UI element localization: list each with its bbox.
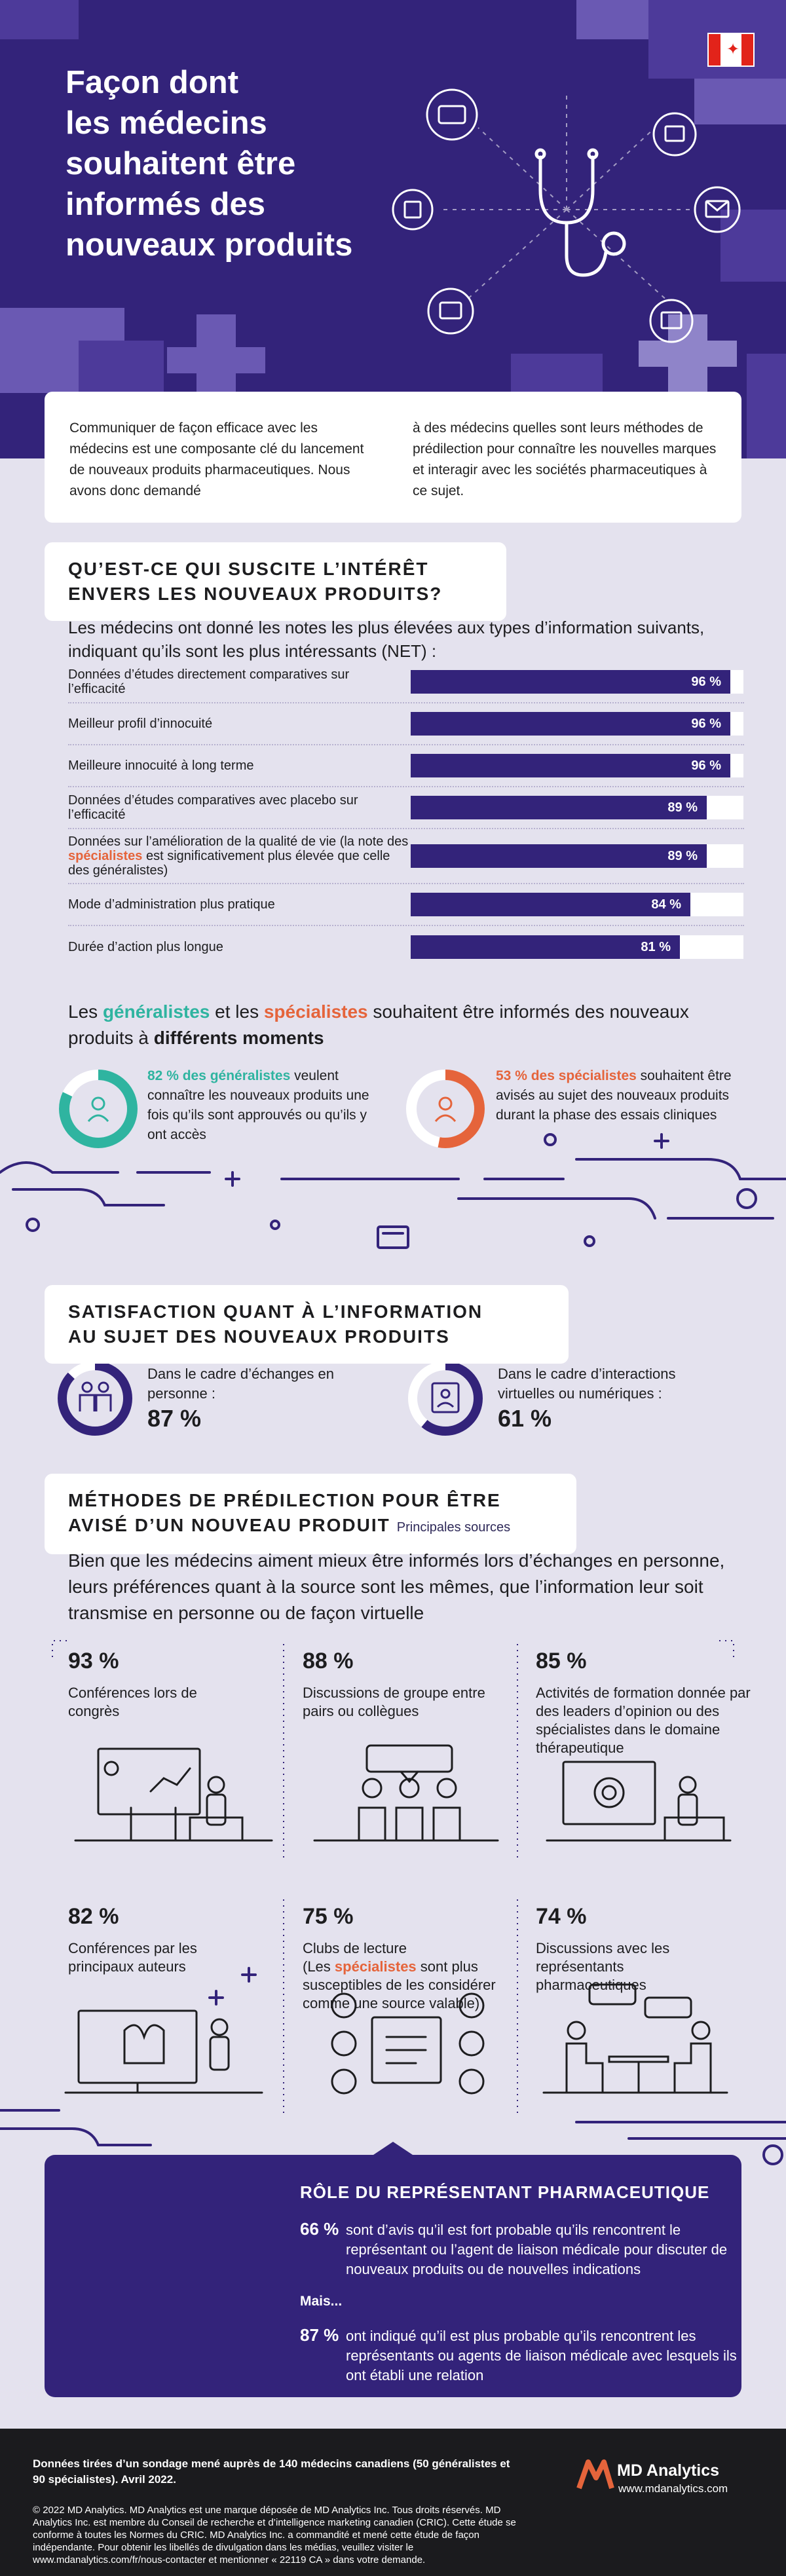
role-mais: Mais...: [300, 2294, 343, 2309]
method-item: 82 % Conférences par les principaux auteurs: [68, 1904, 197, 1975]
bar-value: 96 %: [691, 758, 721, 773]
timing-lead: Les généralistes et les spécialistes souhaitent être informés des nouveaux produits à différents moments: [68, 1001, 689, 1048]
method-item: 75 % Clubs de lecture (Les spécialistes sont plus susceptibles de les considérer comme une source valable): [303, 1904, 496, 2011]
bar-value: 84 %: [651, 897, 681, 912]
pharma-rep-role-panel: [45, 2155, 741, 2397]
method-item: 74 % Discussions avec les représentants pharmaceutiques: [536, 1904, 670, 1993]
page-title: Façon dont les médecins souhaitent être informés des nouveaux produits: [66, 65, 353, 263]
donut-virtual: [413, 1366, 478, 1431]
in-person-value: 87 %: [147, 1405, 202, 1432]
hero-banner: [0, 0, 786, 458]
bar-value: 96 %: [691, 675, 721, 689]
bar-label: Données d’études comparatives avec placebo sur l’efficacité: [68, 793, 358, 822]
satisfaction-heading: SATISFACTION QUANT À L’INFORMATION AU SUJET DES NOUVEAUX PRODUITS: [45, 1285, 569, 1364]
bar-label: Données d’études directement comparatives sur l’efficacité: [68, 667, 350, 696]
in-person-label: Dans le cadre d’échanges en personne :: [147, 1366, 334, 1402]
bar-value: 96 %: [691, 717, 721, 731]
bar-row: [68, 703, 744, 745]
donut-specialists: [411, 1075, 479, 1143]
canada-flag-icon: ✦: [707, 33, 755, 67]
virtual-label: Dans le cadre d’interactions virtuelles ou numériques :: [498, 1366, 676, 1402]
method-item: 88 % Discussions de groupe entre pairs ou collègues: [303, 1649, 485, 1719]
bar-label: Mode d’administration plus pratique: [68, 897, 275, 912]
bar-row: [68, 662, 744, 703]
bar-value: 89 %: [667, 800, 698, 815]
footer: [0, 2429, 786, 2576]
donut-generalists: [64, 1075, 132, 1143]
donut-in-person: [62, 1366, 128, 1431]
methods-heading: MÉTHODES DE PRÉDILECTION POUR ÊTRE AVISÉ D’UN NOUVEAU PRODUIT Principales sources: [45, 1474, 576, 1554]
bar-label: Meilleure innocuité à long terme: [68, 758, 254, 773]
bar-value: 89 %: [667, 849, 698, 863]
bar-value: 81 %: [641, 940, 671, 954]
intro-text-col2: à des médecins quelles sont leurs méthodes de prédilection pour connaître les nouvelles marques et interagir avec les sociétés pharmaceutiques à ce sujet.: [413, 420, 717, 498]
role-stat1-pct: 66 %: [300, 2219, 339, 2239]
stethoscope-icon: [380, 65, 747, 380]
intro-text-col1: Communiquer de façon efficace avec les médecins est une composante clé du lancement de nouveaux produits pharmaceutiques. Nous avons donc demandé: [69, 420, 364, 498]
role-stat1-text: sont d’avis qu’il est fort probable qu’ils rencontrent le représentant ou l’agent de liaison médicale pour discuter de nouveaux produits ou de nouvelles indications: [346, 2222, 728, 2277]
method-item: 85 % Activités de formation donnée par des leaders d’opinion ou des spécialistes dans le domaine thérapeutique: [536, 1649, 751, 1756]
bar-row: [68, 745, 744, 787]
footer-brand: MD Analytics: [617, 2461, 720, 2480]
footer-legal: © 2022 MD Analytics. MD Analytics est une marque déposée de MD Analytics Inc. Tous droits réservés. MD Analytics Inc. est membre du Conseil de recherche et d’intelligence marketing canadien (CRIC). Cette étude se conforme à toutes les Normes du CRIC. MD Analytics Inc. a commandité et mené cette étude de façon indépendante. Pour obtenir les libellés de divulgation dans les médias, veuillez visiter le www.mdanalytics.com/fr/nous-contacter et mentionner « 22119 CA » dans votre demande.: [33, 2505, 516, 2566]
footer-source: Données tirées d’un sondage mené auprès de 140 médecins canadiens (50 généralistes et 90 spécialistes). Avril 2022.: [33, 2457, 510, 2486]
spec-stat-text: 53 % des spécialistes souhaitent être avisés au sujet des nouveaux produits durant la phase des essais cliniques: [496, 1068, 732, 1123]
bar-row: [68, 787, 744, 829]
intro-card: [45, 392, 741, 523]
interest-bar-list: [68, 662, 744, 968]
gen-stat-text: 82 % des généralistes veulent connaître les nouveaux produits une fois qu’ils sont approuvés ou qu’ils y ont accès: [147, 1068, 369, 1142]
role-stat2-text: ont indiqué qu’il est plus probable qu’ils rencontrent les représentants ou agents de liaison médicale avec lesquels ils ont établi une relation: [346, 2328, 737, 2383]
footer-url[interactable]: www.mdanalytics.com: [618, 2482, 728, 2495]
bar-row: [68, 926, 744, 968]
bar-label: Durée d’action plus longue: [68, 940, 223, 954]
virtual-value: 61 %: [498, 1405, 552, 1432]
methods-lead: Bien que les médecins aiment mieux être informés lors d’échanges en personne, leurs préférences quant à la source sont les mêmes, que l’information leur soit transmise en personne ou de façon virtuelle: [68, 1550, 725, 1623]
bar-row: [68, 829, 744, 884]
role-title: RÔLE DU REPRÉSENTANT PHARMACEUTIQUE: [300, 2182, 710, 2202]
interest-lead: Les médecins ont donné les notes les plus élevées aux types d’information suivants, indiquant qu’ils sont les plus intéressants (NET) :: [68, 618, 705, 661]
bar-row: [68, 884, 744, 926]
bar-label: Meilleur profil d’innocuité: [68, 717, 213, 731]
role-stat2-pct: 87 %: [300, 2325, 339, 2345]
interest-heading: QU’EST-CE QUI SUSCITE L’INTÉRÊT ENVERS LES NOUVEAUX PRODUITS?: [45, 542, 506, 621]
bar-label: Données sur l’amélioration de la qualité de vie (la note des spécialistes est significativement plus élevée que celle des généralistes): [68, 834, 409, 878]
method-item: 93 % Conférences lors de congrès: [68, 1649, 197, 1719]
